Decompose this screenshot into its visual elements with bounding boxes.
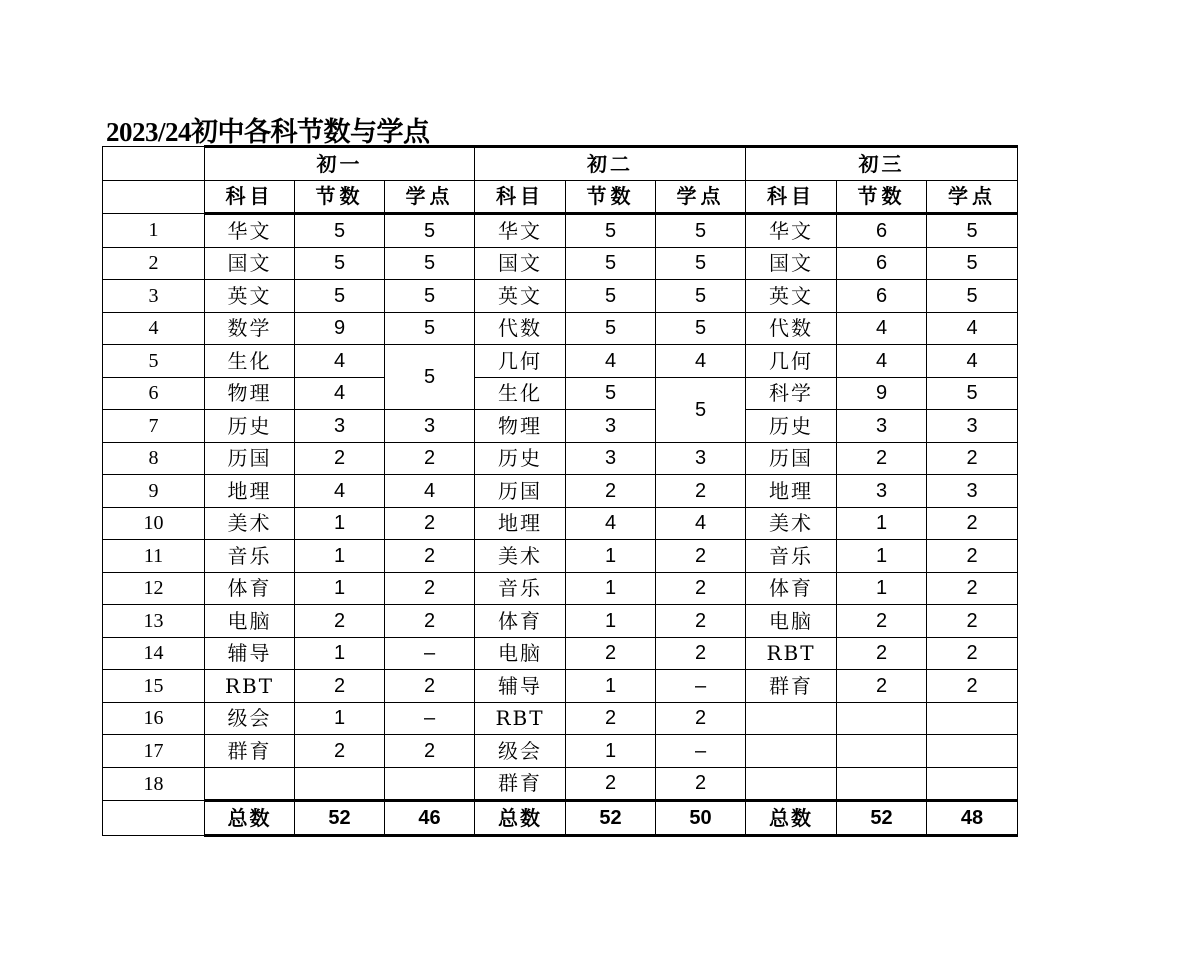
row-number: 7 xyxy=(103,410,205,443)
subject-cell: RBT xyxy=(475,702,566,735)
row-number: 18 xyxy=(103,767,205,801)
grade-name: 初三 xyxy=(746,147,1018,181)
credits-cell: 2 xyxy=(927,572,1018,605)
periods-cell: 1 xyxy=(295,637,385,670)
subject-cell: 代数 xyxy=(475,312,566,345)
credits-cell: 2 xyxy=(385,670,475,703)
table-row xyxy=(103,605,1018,638)
periods-cell: 4 xyxy=(295,475,385,508)
periods-cell: 1 xyxy=(566,735,656,768)
periods-cell: 3 xyxy=(837,410,927,443)
total-label: 总数 xyxy=(746,801,837,836)
row-number: 8 xyxy=(103,442,205,475)
total-value: 52 xyxy=(566,801,656,836)
credits-cell: 5 xyxy=(656,280,746,313)
subject-cell: 地理 xyxy=(746,475,837,508)
row-number: 10 xyxy=(103,507,205,540)
column-header: 科目 xyxy=(746,180,837,214)
periods-cell: 9 xyxy=(837,377,927,410)
periods-cell: 2 xyxy=(295,605,385,638)
subject-cell: RBT xyxy=(746,637,837,670)
credits-cell: 4 xyxy=(385,475,475,508)
credits-cell: 3 xyxy=(927,410,1018,443)
periods-cell xyxy=(837,702,927,735)
table-row xyxy=(103,735,1018,768)
periods-cell: 2 xyxy=(566,767,656,801)
page-title: 2023/24初中各科节数与学点 xyxy=(106,117,430,147)
periods-cell: 1 xyxy=(837,572,927,605)
periods-cell: 4 xyxy=(837,312,927,345)
subject-cell: 历国 xyxy=(475,475,566,508)
subject-cell: 华文 xyxy=(205,214,295,248)
periods-cell: 5 xyxy=(566,377,656,410)
subject-cell: 音乐 xyxy=(475,572,566,605)
periods-cell: 2 xyxy=(837,670,927,703)
subject-cell: 体育 xyxy=(205,572,295,605)
periods-cell: 2 xyxy=(837,442,927,475)
periods-cell: 1 xyxy=(566,605,656,638)
table-row xyxy=(103,507,1018,540)
periods-cell: 1 xyxy=(295,572,385,605)
credits-cell xyxy=(927,767,1018,801)
subject-cell: 科学 xyxy=(746,377,837,410)
subject-cell: 历史 xyxy=(205,410,295,443)
credits-cell: 3 xyxy=(656,442,746,475)
credits-cell: 2 xyxy=(927,605,1018,638)
credits-cell: 2 xyxy=(385,540,475,573)
subject-cell: 历国 xyxy=(205,442,295,475)
periods-cell: 3 xyxy=(295,410,385,443)
subject-table xyxy=(102,145,1018,837)
credits-cell: 5 xyxy=(385,247,475,280)
periods-cell: 1 xyxy=(295,540,385,573)
subject-cell: 级会 xyxy=(205,702,295,735)
subject-cell: 音乐 xyxy=(205,540,295,573)
subject-cell xyxy=(746,767,837,801)
subject-cell: 英文 xyxy=(746,280,837,313)
subject-cell: 电脑 xyxy=(746,605,837,638)
total-value: 52 xyxy=(295,801,385,836)
periods-cell: 2 xyxy=(837,637,927,670)
credits-cell: 2 xyxy=(656,475,746,508)
credits-cell: 4 xyxy=(656,345,746,378)
row-number: 11 xyxy=(103,540,205,573)
subject-cell xyxy=(746,702,837,735)
row-number: 16 xyxy=(103,702,205,735)
credits-cell: 2 xyxy=(385,442,475,475)
subject-cell xyxy=(746,735,837,768)
credits-cell: 2 xyxy=(385,605,475,638)
periods-cell: 9 xyxy=(295,312,385,345)
subject-cell: 群育 xyxy=(475,767,566,801)
periods-cell: 1 xyxy=(295,702,385,735)
periods-cell: 4 xyxy=(295,377,385,410)
credits-cell: 5 xyxy=(385,312,475,345)
credits-cell: 5 xyxy=(656,377,746,442)
credits-cell: – xyxy=(385,702,475,735)
subject-cell: 物理 xyxy=(475,410,566,443)
subject-cell: 数学 xyxy=(205,312,295,345)
table-row xyxy=(103,540,1018,573)
credits-cell: 3 xyxy=(385,410,475,443)
periods-cell: 5 xyxy=(566,280,656,313)
credits-cell: 2 xyxy=(385,572,475,605)
subject-cell: 华文 xyxy=(475,214,566,248)
row-number: 14 xyxy=(103,637,205,670)
subject-cell: 电脑 xyxy=(475,637,566,670)
subject-cell: 国文 xyxy=(475,247,566,280)
periods-cell: 2 xyxy=(566,637,656,670)
subject-cell: 辅导 xyxy=(475,670,566,703)
subject-cell: 地理 xyxy=(205,475,295,508)
periods-cell: 2 xyxy=(837,605,927,638)
table-row xyxy=(103,280,1018,313)
periods-cell: 4 xyxy=(295,345,385,378)
row-number: 5 xyxy=(103,345,205,378)
subject-cell xyxy=(205,767,295,801)
subject-cell: 级会 xyxy=(475,735,566,768)
credits-cell: 5 xyxy=(927,280,1018,313)
table-row xyxy=(103,670,1018,703)
column-header: 科目 xyxy=(475,180,566,214)
credits-cell: 5 xyxy=(927,247,1018,280)
periods-cell: 6 xyxy=(837,280,927,313)
grade-name: 初二 xyxy=(475,147,746,181)
subject-cell: 历国 xyxy=(746,442,837,475)
periods-cell: 2 xyxy=(295,670,385,703)
credits-cell: 2 xyxy=(927,670,1018,703)
credits-cell: 2 xyxy=(927,442,1018,475)
credits-cell: 2 xyxy=(656,767,746,801)
periods-cell: 5 xyxy=(295,214,385,248)
credits-cell: 5 xyxy=(385,345,475,410)
credits-cell: 4 xyxy=(927,345,1018,378)
subject-cell: 国文 xyxy=(746,247,837,280)
table-row xyxy=(103,442,1018,475)
total-label: 总数 xyxy=(205,801,295,836)
periods-cell: 4 xyxy=(837,345,927,378)
subject-cell: 物理 xyxy=(205,377,295,410)
credits-cell xyxy=(385,767,475,801)
table-row xyxy=(103,214,1018,248)
table-row xyxy=(103,572,1018,605)
periods-cell: 2 xyxy=(566,702,656,735)
table-row xyxy=(103,312,1018,345)
grade-header-row xyxy=(103,147,1018,181)
periods-cell: 1 xyxy=(566,540,656,573)
table-row xyxy=(103,377,1018,410)
credits-cell: 5 xyxy=(656,312,746,345)
credits-cell: – xyxy=(656,670,746,703)
periods-cell: 6 xyxy=(837,214,927,248)
credits-cell: 2 xyxy=(927,637,1018,670)
subject-cell: 美术 xyxy=(746,507,837,540)
credits-cell xyxy=(927,702,1018,735)
row-number: 17 xyxy=(103,735,205,768)
credits-cell: 3 xyxy=(927,475,1018,508)
periods-cell: 1 xyxy=(566,670,656,703)
column-header: 节数 xyxy=(837,180,927,214)
credits-cell: 5 xyxy=(385,214,475,248)
periods-cell: 2 xyxy=(566,475,656,508)
credits-cell: 5 xyxy=(656,247,746,280)
subject-cell: 国文 xyxy=(205,247,295,280)
subject-cell: 华文 xyxy=(746,214,837,248)
periods-cell: 1 xyxy=(837,507,927,540)
credits-cell: 2 xyxy=(656,540,746,573)
periods-cell: 2 xyxy=(295,442,385,475)
row-number: 15 xyxy=(103,670,205,703)
total-row xyxy=(103,801,1018,836)
column-header: 学点 xyxy=(656,180,746,214)
credits-cell xyxy=(927,735,1018,768)
credits-cell: 5 xyxy=(927,214,1018,248)
column-header: 节数 xyxy=(566,180,656,214)
subject-cell: 历史 xyxy=(746,410,837,443)
credits-cell: 5 xyxy=(385,280,475,313)
table-row xyxy=(103,702,1018,735)
periods-cell: 2 xyxy=(295,735,385,768)
credits-cell: 4 xyxy=(927,312,1018,345)
periods-cell: 6 xyxy=(837,247,927,280)
column-header: 学点 xyxy=(385,180,475,214)
periods-cell: 3 xyxy=(566,410,656,443)
table-row xyxy=(103,345,1018,378)
row-number: 13 xyxy=(103,605,205,638)
subject-cell: 辅导 xyxy=(205,637,295,670)
periods-cell: 5 xyxy=(566,312,656,345)
credits-cell: 5 xyxy=(656,214,746,248)
table-row xyxy=(103,767,1018,801)
subject-cell: 英文 xyxy=(475,280,566,313)
table-row xyxy=(103,637,1018,670)
subject-cell: RBT xyxy=(205,670,295,703)
periods-cell: 5 xyxy=(295,280,385,313)
credits-cell: 2 xyxy=(656,637,746,670)
corner-cell xyxy=(103,801,205,836)
column-header: 科目 xyxy=(205,180,295,214)
periods-cell: 1 xyxy=(837,540,927,573)
periods-cell: 3 xyxy=(566,442,656,475)
row-number: 6 xyxy=(103,377,205,410)
periods-cell: 4 xyxy=(566,345,656,378)
total-label: 总数 xyxy=(475,801,566,836)
periods-cell: 3 xyxy=(837,475,927,508)
column-header: 节数 xyxy=(295,180,385,214)
subject-cell: 群育 xyxy=(205,735,295,768)
subject-cell: 音乐 xyxy=(746,540,837,573)
periods-cell xyxy=(837,767,927,801)
table-row xyxy=(103,410,1018,443)
subject-cell: 美术 xyxy=(475,540,566,573)
total-value: 52 xyxy=(837,801,927,836)
row-number: 3 xyxy=(103,280,205,313)
subject-cell: 体育 xyxy=(746,572,837,605)
periods-cell: 5 xyxy=(566,247,656,280)
periods-cell: 5 xyxy=(566,214,656,248)
credits-cell: 4 xyxy=(656,507,746,540)
subject-cell: 美术 xyxy=(205,507,295,540)
subject-cell: 地理 xyxy=(475,507,566,540)
table-row xyxy=(103,475,1018,508)
row-number: 12 xyxy=(103,572,205,605)
column-header: 学点 xyxy=(927,180,1018,214)
periods-cell xyxy=(295,767,385,801)
credits-cell: 2 xyxy=(927,540,1018,573)
periods-cell: 1 xyxy=(295,507,385,540)
credits-cell: – xyxy=(385,637,475,670)
subject-cell: 体育 xyxy=(475,605,566,638)
row-number: 1 xyxy=(103,214,205,248)
subject-cell: 群育 xyxy=(746,670,837,703)
subject-cell: 生化 xyxy=(475,377,566,410)
row-number: 9 xyxy=(103,475,205,508)
credits-cell: 2 xyxy=(385,507,475,540)
table-row xyxy=(103,247,1018,280)
subject-cell: 生化 xyxy=(205,345,295,378)
corner-cell xyxy=(103,180,205,214)
credits-cell: 2 xyxy=(656,702,746,735)
total-value: 48 xyxy=(927,801,1018,836)
credits-cell: 2 xyxy=(385,735,475,768)
subject-cell: 代数 xyxy=(746,312,837,345)
credits-cell: 2 xyxy=(656,605,746,638)
subject-cell: 历史 xyxy=(475,442,566,475)
credits-cell: 2 xyxy=(927,507,1018,540)
total-value: 46 xyxy=(385,801,475,836)
subject-cell: 英文 xyxy=(205,280,295,313)
credits-cell: 2 xyxy=(656,572,746,605)
row-number: 4 xyxy=(103,312,205,345)
row-number: 2 xyxy=(103,247,205,280)
total-value: 50 xyxy=(656,801,746,836)
periods-cell xyxy=(837,735,927,768)
subject-cell: 电脑 xyxy=(205,605,295,638)
column-header-row xyxy=(103,180,1018,214)
grade-name: 初一 xyxy=(205,147,475,181)
subject-cell: 几何 xyxy=(475,345,566,378)
credits-cell: – xyxy=(656,735,746,768)
credits-cell: 5 xyxy=(927,377,1018,410)
periods-cell: 5 xyxy=(295,247,385,280)
subject-cell: 几何 xyxy=(746,345,837,378)
periods-cell: 4 xyxy=(566,507,656,540)
corner-cell xyxy=(103,147,205,181)
periods-cell: 1 xyxy=(566,572,656,605)
